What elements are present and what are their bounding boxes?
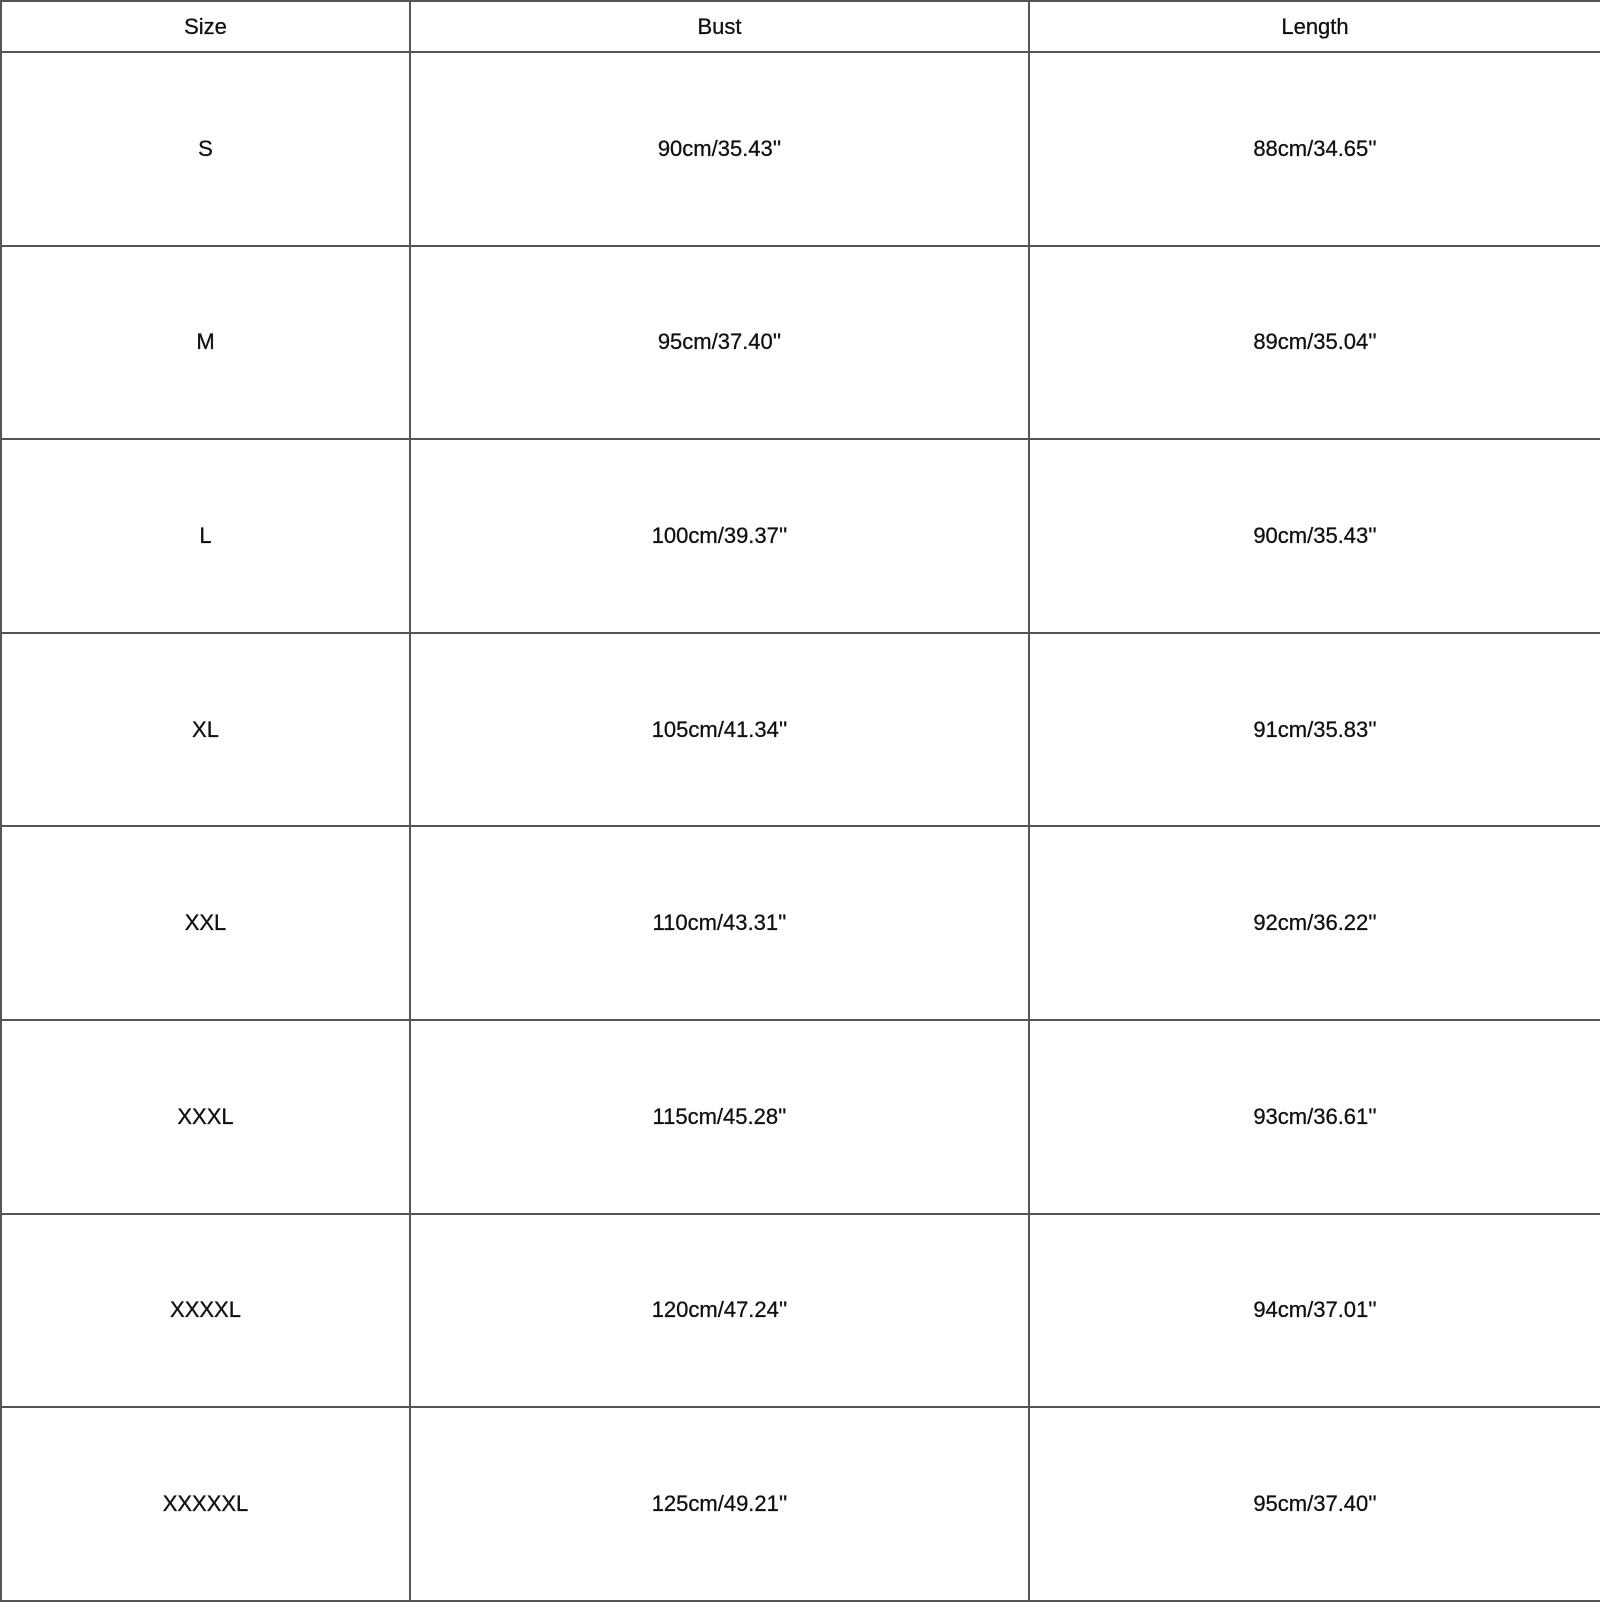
bust-cell: 115cm/45.28'' xyxy=(410,1020,1029,1214)
length-cell: 93cm/36.61'' xyxy=(1029,1020,1600,1214)
length-cell: 88cm/34.65'' xyxy=(1029,52,1600,246)
header-row xyxy=(1,1,1600,52)
size-cell: S xyxy=(1,52,410,246)
header-length: Length xyxy=(1029,1,1600,52)
table-header xyxy=(1,1,1600,52)
table-row xyxy=(1,439,1600,633)
length-cell: 94cm/37.01'' xyxy=(1029,1214,1600,1408)
bust-cell: 95cm/37.40'' xyxy=(410,246,1029,440)
table-row xyxy=(1,246,1600,440)
length-cell: 89cm/35.04'' xyxy=(1029,246,1600,440)
length-cell: 91cm/35.83'' xyxy=(1029,633,1600,827)
table-row xyxy=(1,826,1600,1020)
size-cell: XXXL xyxy=(1,1020,410,1214)
table-row xyxy=(1,52,1600,246)
bust-cell: 110cm/43.31'' xyxy=(410,826,1029,1020)
table-row xyxy=(1,1407,1600,1601)
table-body xyxy=(1,52,1600,1601)
length-cell: 90cm/35.43'' xyxy=(1029,439,1600,633)
size-cell: XXL xyxy=(1,826,410,1020)
size-cell: M xyxy=(1,246,410,440)
size-cell: L xyxy=(1,439,410,633)
header-size: Size xyxy=(1,1,410,52)
size-cell: XXXXL xyxy=(1,1214,410,1408)
length-cell: 92cm/36.22'' xyxy=(1029,826,1600,1020)
size-cell: XL xyxy=(1,633,410,827)
table-row xyxy=(1,1020,1600,1214)
size-cell: XXXXXL xyxy=(1,1407,410,1601)
bust-cell: 90cm/35.43'' xyxy=(410,52,1029,246)
bust-cell: 105cm/41.34'' xyxy=(410,633,1029,827)
bust-cell: 100cm/39.37'' xyxy=(410,439,1029,633)
header-bust: Bust xyxy=(410,1,1029,52)
bust-cell: 120cm/47.24'' xyxy=(410,1214,1029,1408)
table-row xyxy=(1,1214,1600,1408)
bust-cell: 125cm/49.21'' xyxy=(410,1407,1029,1601)
table-row xyxy=(1,633,1600,827)
length-cell: 95cm/37.40'' xyxy=(1029,1407,1600,1601)
